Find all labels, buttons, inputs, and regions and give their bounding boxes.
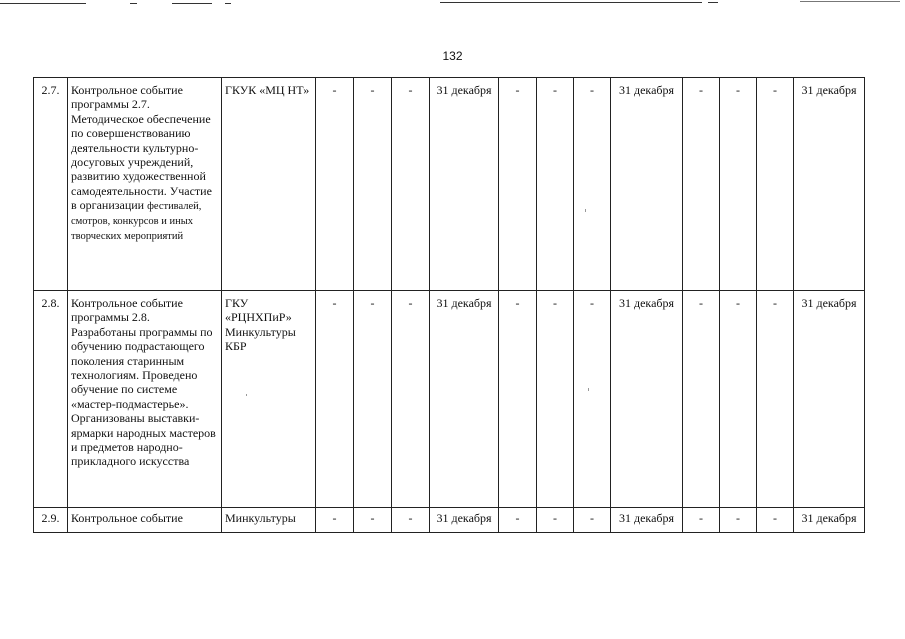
row-number: 2.8. xyxy=(34,291,68,508)
value-cell: - xyxy=(499,508,537,533)
scan-artifact-line xyxy=(0,3,86,4)
scan-artifact-line xyxy=(800,1,900,2)
event-description-main: Контрольное событие программы 2.7. Методическое обеспечение по совершенствованию деятельности культурно-досуговых учреждений, развитию художественной самодеятельности. Участие в организации xyxy=(71,83,212,213)
value-cell: - xyxy=(499,78,537,291)
value-cell: - xyxy=(720,508,757,533)
value-cell: - xyxy=(683,78,720,291)
event-description xyxy=(68,78,222,291)
value-cell: - xyxy=(720,291,757,508)
value-cell: - xyxy=(392,78,430,291)
value-cell: - xyxy=(354,291,392,508)
date-cell: 31 декабря xyxy=(611,508,683,533)
value-cell: - xyxy=(683,291,720,508)
value-cell: - xyxy=(683,508,720,533)
event-description-small: фестивалей, смотров, конкурсов и иных творческих мероприятий xyxy=(71,201,202,243)
value-cell: - xyxy=(392,291,430,508)
date-cell: 31 декабря xyxy=(430,291,499,508)
scan-artifact-line xyxy=(225,3,231,4)
table-row xyxy=(34,508,865,533)
page-number: 132 xyxy=(442,49,463,63)
value-cell: - xyxy=(354,508,392,533)
program-events-table xyxy=(33,77,865,533)
value-cell: - xyxy=(537,78,574,291)
scan-speck xyxy=(585,209,586,212)
value-cell: - xyxy=(574,78,611,291)
row-number: 2.7. xyxy=(34,78,68,291)
scan-speck xyxy=(246,394,247,396)
table-row xyxy=(34,291,865,508)
executor-cell: ГКУК «МЦ НТ» xyxy=(222,78,316,291)
executor-cell: ГКУ «РЦНХПиР» Минкультуры КБР xyxy=(222,291,316,508)
date-cell: 31 декабря xyxy=(794,78,865,291)
scan-artifact-line xyxy=(172,3,212,4)
event-description xyxy=(68,291,222,508)
value-cell: - xyxy=(354,78,392,291)
value-cell: - xyxy=(316,291,354,508)
value-cell: - xyxy=(499,291,537,508)
value-cell: - xyxy=(757,508,794,533)
scan-artifact-line xyxy=(130,3,137,4)
scan-artifact-line xyxy=(708,2,718,3)
date-cell: 31 декабря xyxy=(430,78,499,291)
value-cell: - xyxy=(392,508,430,533)
scan-speck xyxy=(588,388,589,391)
date-cell: 31 декабря xyxy=(794,291,865,508)
value-cell: - xyxy=(316,508,354,533)
event-description-main: Контрольное событие xyxy=(71,511,183,525)
value-cell: - xyxy=(574,508,611,533)
event-description xyxy=(68,508,222,533)
executor-cell: Минкультуры xyxy=(222,508,316,533)
date-cell: 31 декабря xyxy=(611,291,683,508)
value-cell: - xyxy=(537,508,574,533)
value-cell: - xyxy=(537,291,574,508)
value-cell: - xyxy=(316,78,354,291)
date-cell: 31 декабря xyxy=(430,508,499,533)
event-description-main: Контрольное событие программы 2.8. Разработаны программы по обучению подрастающего поколения старинным технологиям. Проведено обучение по системе «мастер-подмастерье». Организованы выставки-ярмарки народных мастеров и предметов народно-прикладного искусства xyxy=(71,296,216,469)
date-cell: 31 декабря xyxy=(794,508,865,533)
row-number: 2.9. xyxy=(34,508,68,533)
value-cell: - xyxy=(757,78,794,291)
value-cell: - xyxy=(757,291,794,508)
value-cell: - xyxy=(720,78,757,291)
date-cell: 31 декабря xyxy=(611,78,683,291)
table-row xyxy=(34,78,865,291)
scan-artifact-line xyxy=(440,2,702,3)
value-cell: - xyxy=(574,291,611,508)
